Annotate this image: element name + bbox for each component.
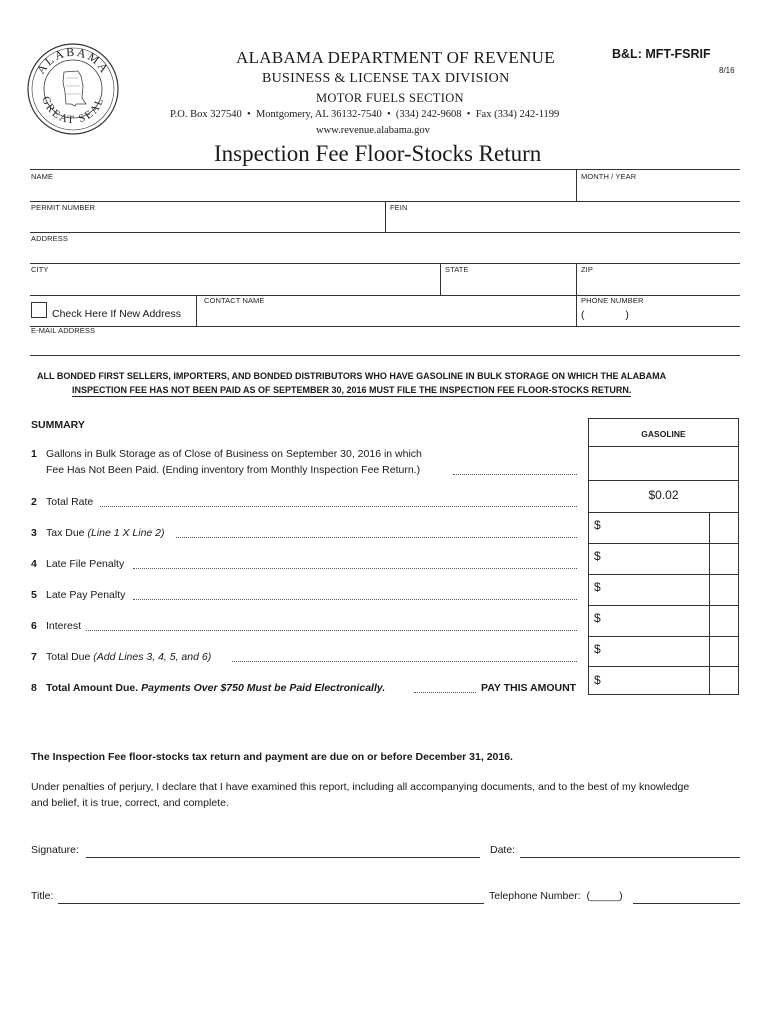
title-field[interactable] xyxy=(58,886,484,903)
late-file-penalty-field[interactable] xyxy=(605,544,708,573)
permit-number-label: PERMIT NUMBER xyxy=(31,203,96,212)
line-7-number: 7 xyxy=(31,651,37,663)
line-7-label: Total Due xyxy=(46,651,91,663)
fein-field[interactable] xyxy=(386,202,740,232)
form-code: B&L: MFT-FSRIF xyxy=(612,47,711,61)
svg-text:GREAT SEAL xyxy=(39,95,106,126)
line-6-text: Interest xyxy=(46,620,82,632)
new-address-label: Check Here If New Address xyxy=(52,308,181,320)
line-4-text: Late File Penalty xyxy=(46,558,125,570)
line-5-text: Late Pay Penalty xyxy=(46,589,126,601)
total-due-field[interactable] xyxy=(605,637,708,665)
phone-number-label: PHONE NUMBER xyxy=(581,296,644,305)
state-field[interactable] xyxy=(441,264,576,294)
line-8-note: Payments Over $750 Must be Paid Electronically. xyxy=(141,682,386,694)
notice-line-2: INSPECTION FEE HAS NOT BEEN PAID AS OF SEPTEMBER 30, 2016 MUST FILE THE INSPECTION FEE FLOOR-STOCKS RETURN. xyxy=(72,385,632,395)
line-2-text: Total Rate xyxy=(46,496,94,508)
permit-number-field[interactable] xyxy=(30,202,385,232)
line-3-number: 3 xyxy=(31,527,37,539)
tax-due-field[interactable] xyxy=(605,513,708,542)
alabama-great-seal xyxy=(26,42,120,136)
line-3-text xyxy=(46,527,165,539)
agency-contact: P.O. Box 327540 • Montgomery, AL 36132-7540 • (334) 242-9608 • Fax (334) 242-1199 xyxy=(170,109,560,120)
name-label: NAME xyxy=(31,172,54,181)
line-7-note: (Add Lines 3, 4, 5, and 6) xyxy=(93,651,212,663)
total-rate-value: $0.02 xyxy=(648,488,679,502)
signature-label: Signature: xyxy=(31,844,79,856)
line-8-label: Total Amount Due. xyxy=(46,682,139,694)
perjury-statement-line-1: Under penalties of perjury, I declare that I have examined this report, including all accompanying documents, and to the best of my knowledge xyxy=(31,781,690,793)
zip-label: ZIP xyxy=(581,265,593,274)
perjury-statement-line-2: and belief, it is true, correct, and complete. xyxy=(31,797,229,809)
line-7-text xyxy=(46,651,211,663)
zip-field[interactable] xyxy=(577,264,740,294)
agency-name: ALABAMA DEPARTMENT OF REVENUE xyxy=(236,48,555,67)
title-label: Title: xyxy=(31,890,54,902)
section-name: MOTOR FUELS SECTION xyxy=(316,91,464,105)
month-year-label: MONTH / YEAR xyxy=(581,172,637,181)
interest-field[interactable] xyxy=(605,606,708,635)
seal-bottom-text: GREAT SEAL xyxy=(39,94,107,127)
due-date-notice: The Inspection Fee floor-stocks tax return and payment are due on or before December 31, 2016. xyxy=(31,751,513,763)
line-1-text: Gallons in Bulk Storage as of Close of Business on September 30, 2016 in which xyxy=(46,448,422,460)
city-label: CITY xyxy=(31,265,49,274)
line-6-number: 6 xyxy=(31,620,37,632)
telephone-label: Telephone Number: (_____) xyxy=(489,890,623,902)
city-field[interactable] xyxy=(30,264,440,294)
phone-number-field[interactable]: ( ) xyxy=(581,309,629,321)
fein-label: FEIN xyxy=(390,203,408,212)
tax-due-dollar: $ xyxy=(594,518,601,532)
pay-this-amount-label: PAY THIS AMOUNT xyxy=(481,682,577,694)
form-revision: 8/16 xyxy=(719,66,735,75)
line-4-number: 4 xyxy=(31,558,37,570)
line-1-number: 1 xyxy=(31,448,37,460)
name-field[interactable] xyxy=(30,170,576,200)
state-label: STATE xyxy=(445,265,469,274)
total-due-dollar: $ xyxy=(594,642,601,656)
late-pay-dollar: $ xyxy=(594,580,601,594)
agency-website: www.revenue.alabama.gov xyxy=(316,125,430,136)
form-title: Inspection Fee Floor-Stocks Return xyxy=(214,141,542,166)
address-field[interactable] xyxy=(30,233,740,263)
date-field[interactable] xyxy=(520,840,740,857)
interest-dollar: $ xyxy=(594,611,601,625)
signature-field[interactable] xyxy=(86,840,480,857)
contact-name-label: CONTACT NAME xyxy=(204,296,265,305)
telephone-field[interactable] xyxy=(633,886,740,903)
total-amount-dollar: $ xyxy=(594,673,601,687)
line-5-number: 5 xyxy=(31,589,37,601)
seal-top-text: ALABAMA xyxy=(33,44,113,77)
line-3-label: Tax Due xyxy=(46,527,85,539)
contact-name-field[interactable] xyxy=(197,296,576,326)
line-2-number: 2 xyxy=(31,496,37,508)
late-pay-penalty-field[interactable] xyxy=(605,575,708,604)
email-field[interactable] xyxy=(30,335,740,355)
gasoline-header: GASOLINE xyxy=(641,429,686,439)
gallons-field[interactable] xyxy=(589,447,738,479)
summary-heading: SUMMARY xyxy=(31,419,85,431)
line-3-note: (Line 1 X Line 2) xyxy=(87,527,165,539)
total-amount-due-field[interactable] xyxy=(605,667,708,694)
email-label: E-MAIL ADDRESS xyxy=(31,326,96,335)
line-1-text-cont: Fee Has Not Been Paid. (Ending inventory from Monthly Inspection Fee Return.) xyxy=(46,464,421,476)
month-year-field[interactable] xyxy=(577,170,740,200)
date-label: Date: xyxy=(490,844,516,856)
line-8-text xyxy=(46,682,385,694)
address-label: ADDRESS xyxy=(31,234,68,243)
new-address-checkbox[interactable] xyxy=(31,302,47,318)
notice-line-1: ALL BONDED FIRST SELLERS, IMPORTERS, AND BONDED DISTRIBUTORS WHO HAVE GASOLINE IN BULK STORAGE ON WHICH THE ALABAMA xyxy=(37,371,667,381)
late-file-dollar: $ xyxy=(594,549,601,563)
line-8-number: 8 xyxy=(31,682,37,694)
division-name: BUSINESS & LICENSE TAX DIVISION xyxy=(262,71,510,86)
